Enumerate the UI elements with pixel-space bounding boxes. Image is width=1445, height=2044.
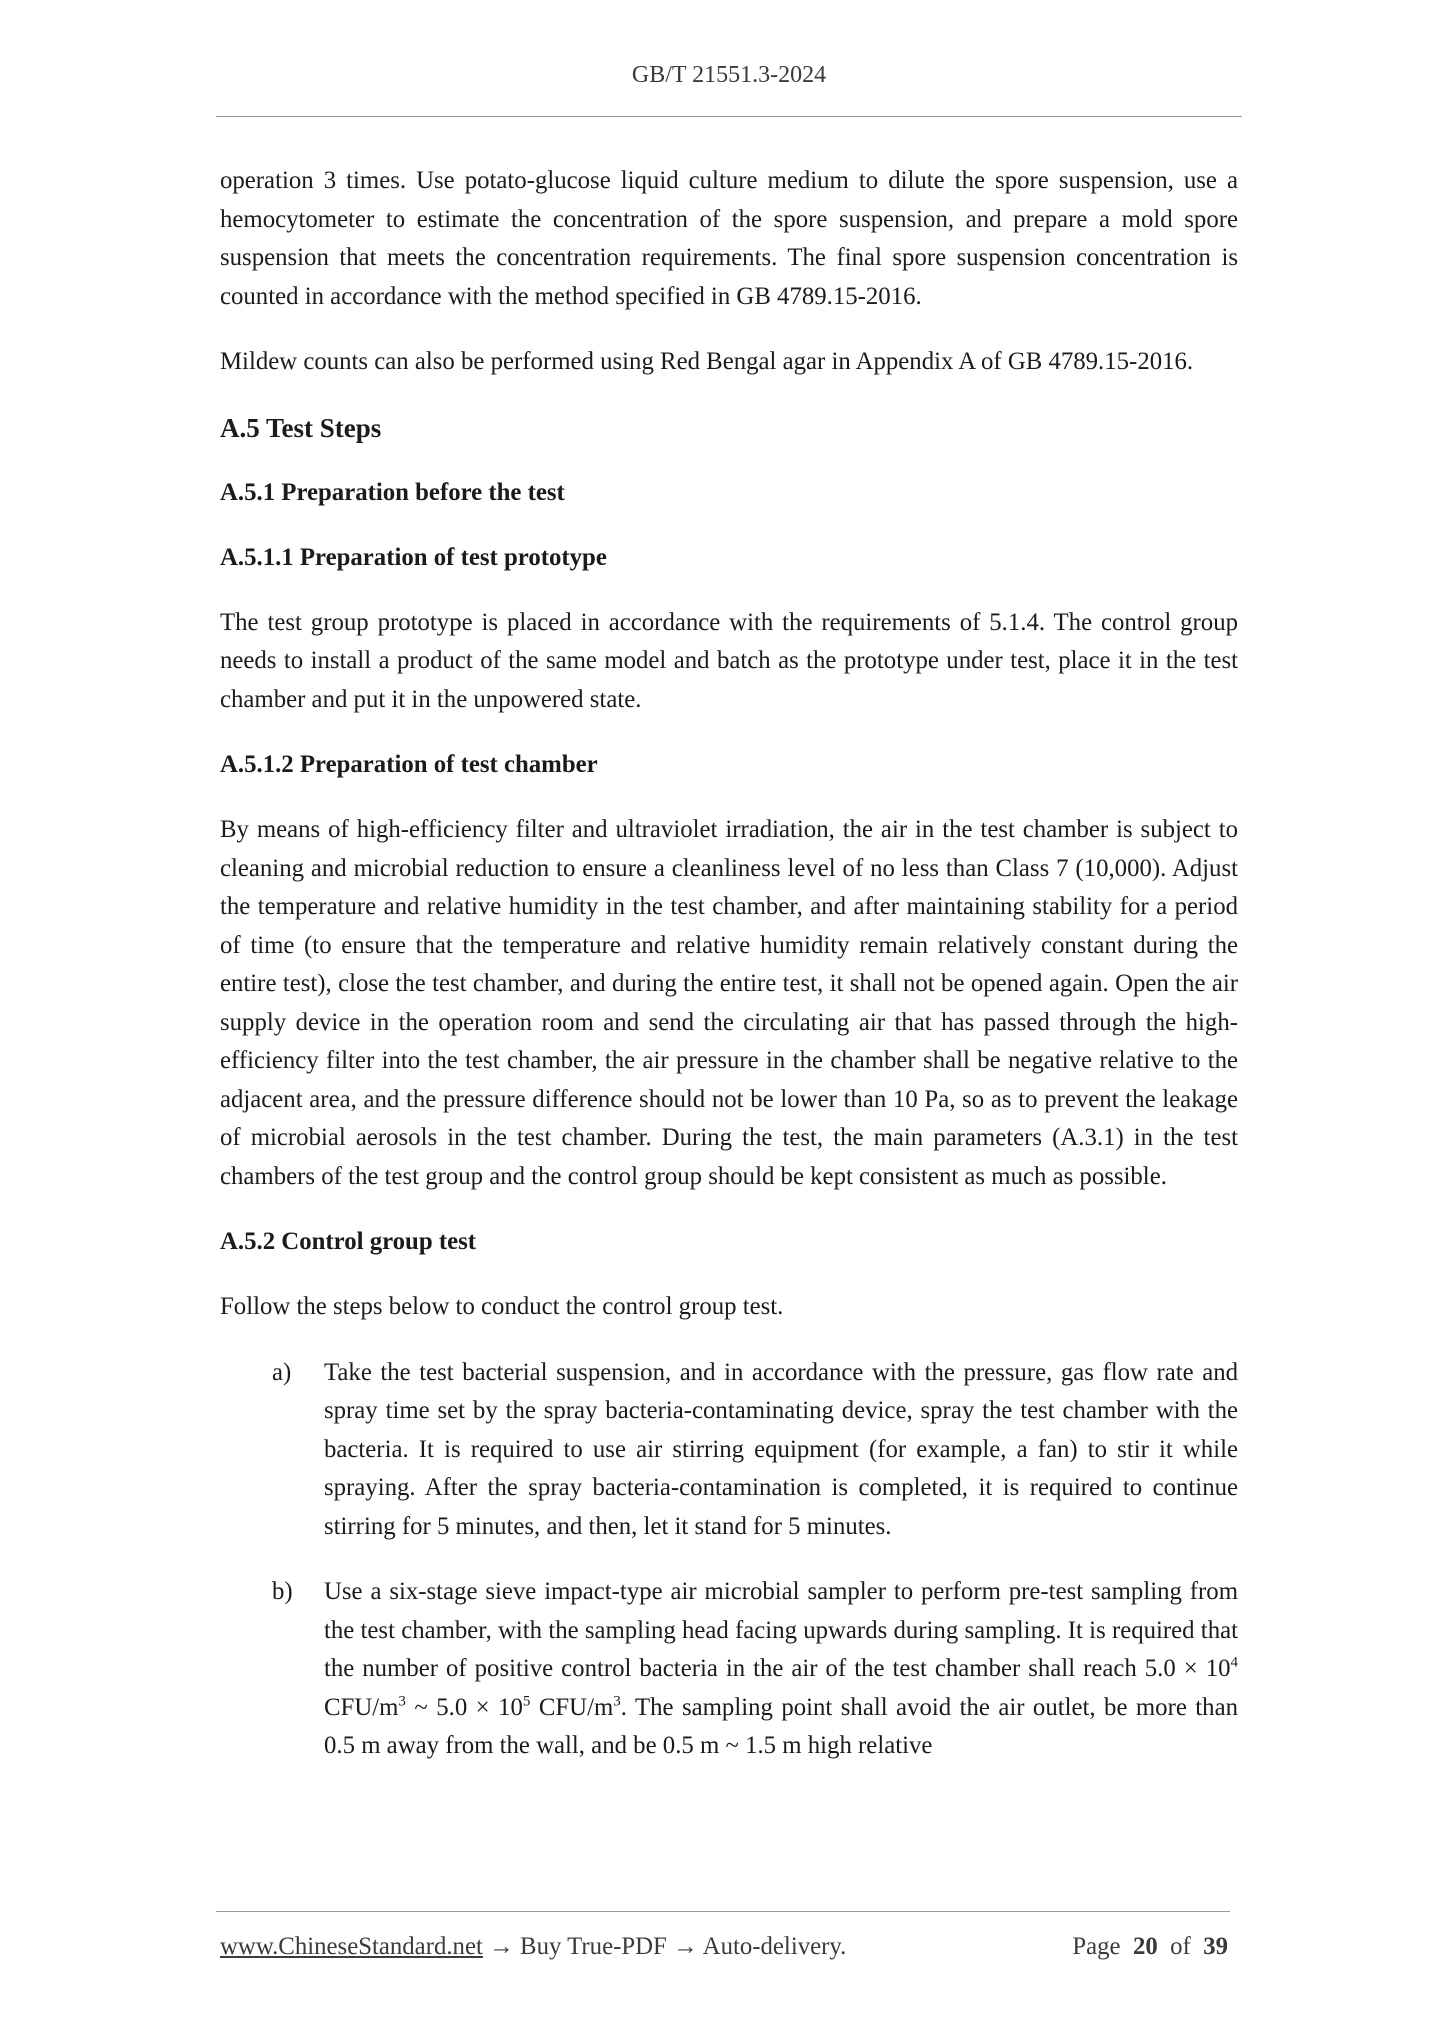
page-footer [220,1933,1228,1961]
text-segment: Use a six-stage sieve impact-type air microbial sampler to perform pre-test sampling from the test chamber, with the sampling head facing upwards during sampling. It is required that the number of positive control bacteria in the air of the test chamber shall reach 5.0 × 10 [324,1578,1238,1682]
arrow-right-icon: → [489,1933,514,1960]
text-segment: ~ 5.0 × 10 [405,1693,523,1721]
list-item-text [324,1573,1238,1766]
superscript: 4 [1230,1654,1238,1671]
superscript: 5 [522,1693,531,1710]
paragraph-test-chamber: By means of high-efficiency filter and ultraviolet irradiation, the air in the test chamber is subject to cleaning and microbial reduction to ensure a cleanliness level of no less than Class 7 (10,000). Adjust the temperature and relative humidity in the test chamber, and after maintaining stability for a period of time (to ensure that the temperature and relative humidity remain relatively constant during the entire test), close the test chamber, and during the entire test, it shall not be opened again. Open the air supply device in the operation room and send the circulating air that has passed through the high-efficiency filter into the test chamber, the air pressure in the chamber shall be negative relative to the adjacent area, and the pressure difference should not be lower than 10 Pa, so as to prevent the leakage of microbial aerosols in the test chamber. During the test, the main parameters (A.3.1) in the test chambers of the test group and the control group should be kept consistent as much as possible. [220,816,1238,1190]
superscript: 3 [398,1693,406,1710]
page-content [220,162,1238,1766]
page-number: 20 [1132,1933,1158,1960]
heading-a51-preparation: A.5.1 Preparation before the test [220,478,565,506]
steps-list [272,1354,1238,1766]
list-item-text: Take the test bacterial suspension, and in accordance with the pressure, gas flow rate and spray time set by the spray bacteria-contaminating device, spray the test chamber with the bacteria. It is required to use air stirring equipment (for example, a fan) to stir it while spraying. After the spray bacteria-contamination is completed, it is required to continue stirring for 5 minutes, and then, let it stand for 5 minutes. [324,1358,1238,1540]
paragraph-control-intro: Follow the steps below to conduct the control group test. [220,1293,784,1320]
page-indicator [1072,1933,1228,1961]
of-word: of [1170,1933,1191,1960]
list-item [272,1354,1238,1547]
site-link[interactable]: www.ChineseStandard.net [220,1933,483,1960]
footer-left [220,1933,846,1961]
heading-a511-prototype: A.5.1.1 Preparation of test prototype [220,543,607,571]
text-segment: CFU/m [324,1693,399,1721]
paragraph-mildew-counts: Mildew counts can also be performed using Red Bengal agar in Appendix A of GB 4789.15-2016. [220,348,1194,375]
paragraph-test-prototype: The test group prototype is placed in accordance with the requirements of 5.1.4. The control group needs to install a product of the same model and batch as the prototype under test, place it in the test chamber and put it in the unpowered state. [220,608,1238,713]
document-id-header: GB/T 21551.3-2024 [631,62,827,88]
heading-a512-chamber: A.5.1.2 Preparation of test chamber [220,751,598,778]
paragraph-spore-suspension: operation 3 times. Use potato-glucose liquid culture medium to dilute the spore suspension, use a hemocytometer to estimate the concentration of the spore suspension, and prepare a mold spore suspension that meets the concentration requirements. The final spore suspension concentration is counted in accordance with the method specified in GB 4789.15-2016. [220,167,1238,310]
arrow-right-icon: → [673,1933,698,1960]
list-item [272,1573,1238,1766]
text-segment: . The sampling point shall avoid the air outlet, be more than 0.5 m away from the wall, and be 0.5 m ~ 1.5 m high relative [324,1693,1238,1759]
footer-divider [216,1911,1230,1912]
buy-text: Buy True-PDF [520,1933,667,1960]
list-item-label: a) [272,1358,292,1386]
page-total: 39 [1203,1933,1228,1960]
superscript: 3 [613,1693,621,1710]
heading-a52-control-group: A.5.2 Control group test [220,1228,477,1255]
text-segment: CFU/m [530,1693,614,1721]
heading-a5-test-steps: A.5 Test Steps [220,412,382,443]
list-item-label: b) [272,1578,293,1605]
delivery-text: Auto-delivery. [702,1933,847,1960]
header-divider [216,116,1242,117]
page-word: Page [1072,1933,1121,1960]
